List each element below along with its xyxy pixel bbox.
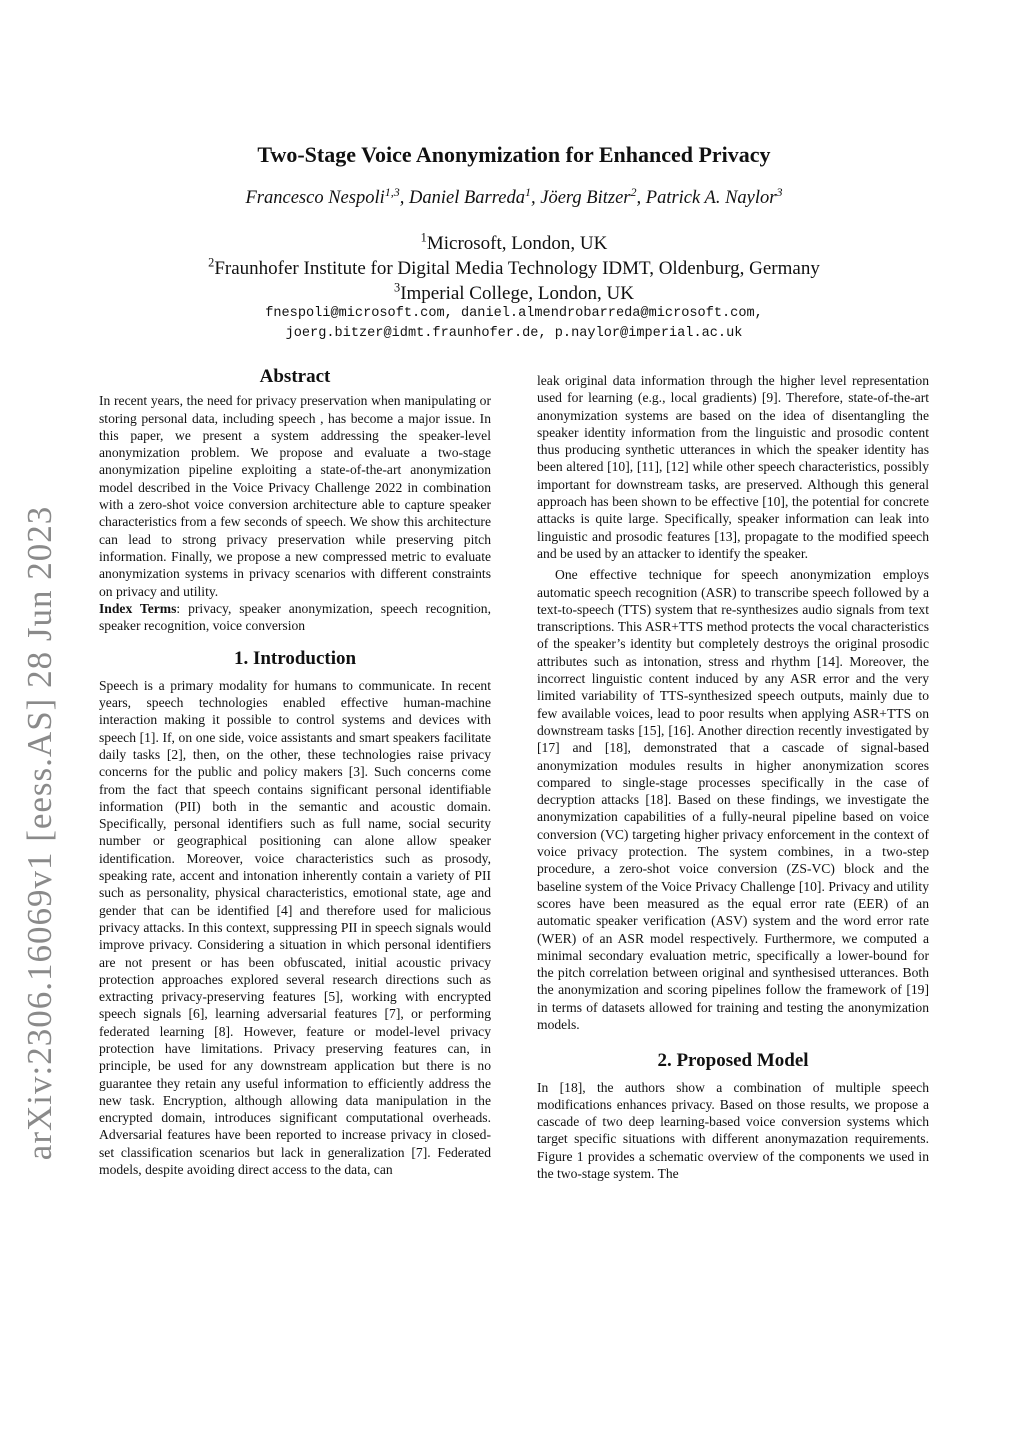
index-terms-label: Index Terms (99, 600, 177, 616)
section-2-heading: 2. Proposed Model (657, 1050, 809, 1072)
arxiv-side-label: arXiv:2306.16069v1 [eess.AS] 28 Jun 2023 (20, 505, 59, 1161)
arxiv-side-label-wrap (12, 448, 62, 1218)
affiliation: $^1$Microsoft, London, UK (420, 230, 608, 254)
author-sup: 2 (630, 184, 637, 199)
author-name: Daniel Barreda (409, 188, 525, 208)
right-paragraph-3: In [18], the authors show a combination of multiple speech modifications enhances privacy. Based on those results, we propose a cascade of two deep learning-based voice conversion systems which target specific situations with different anonymazation requirements. Figure 1 provides a schematic overview of the components we used in the two-stage system. The (537, 1079, 929, 1182)
index-terms (99, 600, 491, 635)
email-line[interactable]: fnespoli@microsoft.com, daniel.almendrobarreda@microsoft.com, (265, 306, 763, 321)
right-paragraph-2: One effective technique for speech anonymization employs automatic speech recognition (ASR) to transcribe speech followed by a text-to-speech (TTS) system that re-synthesizes audio signals from text transcriptions. This ASR+TTS method protects the vocal characteristics of the speaker’s identity but completely destroys the original prosodic attributes such as intonation, stress and rhythm [14]. Moreover, the incorrect linguistic content induced by any ASR error and the very limited variability of TTS-synthesized speech outputs, mainly due to few available voices, lead to poor results when applying ASR+TTS on downstream tasks [15], [16]. Another direction recently investigated by [17] and [18], demonstrated that a cascade of signal-based anonymization modules results in higher anonymization scores compared to single-stage processes specifically in the case of decryption attacks [18]. Based on these findings, we investigate the anonymization capabilities of a fully-neural pipeline based on voice conversion (VC) targeting higher privacy enforcement in the context of voice privacy protection. The system combines, in a two-step procedure, a zero-shot voice conversion (ZS-VC) block and the baseline system of the Voice Privacy Challenge [10]. Privacy and utility scores have been measured as the equal error rate (EER) of an automatic speaker verification (ASV) system and the word error rate (WER) of an ASR model respectively. Furthermore, we computed a minimal secondary evaluation metric, specifically a lower-bound for the pitch correlation between original and synthesised utterances. Both the anonymization and scoring pipelines follow the framework of [19] in terms of datasets allowed for training and testing the anonymization models. (537, 567, 929, 1032)
affiliation: $^2$Fraunhofer Institute for Digital Media Technology IDMT, Oldenburg, Germany (208, 255, 820, 279)
left-column (99, 368, 491, 1178)
right-paragraph-1: leak original data information through the higher level representation used for learning (e.g., local gradients) [9]. Therefore, state-of-the-art anonymization systems are based on the idea of disentangling the speaker identity information from the linguistic and prosodic content thus producing synthetic utterances in which the speaker identity has been altered [10], [11], [12] while other speech characteristics, possibly important for downstream tasks, are preserved. Although this general approach has been shown to be effective [10], the potential for concrete attacks is quite large. Specifically, speaker information can leak into linguistic and prosodic features [13], propagate to the modified speech and be used by an attacker to identify the speaker. (537, 373, 929, 561)
abstract-heading: Abstract (259, 366, 331, 387)
author-list: Francesco Nespoli$^{1,3}$, Daniel Barreda$^1$, Jöerg Bitzer$^2$, Patrick A. Naylor$^3$ (245, 184, 783, 208)
author-name: Patrick A. Naylor (645, 188, 777, 208)
author-emails (100, 304, 928, 344)
abstract-text: In recent years, the need for privacy preservation when manipulating or storing personal data, including speech , has become a major issue. In this paper, we present a system addressing the speaker-level anonymization problem. We propose and evaluate a two-stage anonymization pipeline exploiting a state-of-the-art anonymization model described in the Voice Privacy Challenge 2022 in combination with a zero-shot voice conversion architecture able to capture speaker characteristics from a few seconds of speech. We show this architecture can lead to strong privacy preservation while preserving pitch information. Finally, we propose a new compressed metric to evaluate anonymization systems in privacy scenarios with different constraints on privacy and utility. (99, 393, 491, 599)
index-terms-text: : privacy, speaker anonymization, speech recognition, speaker recognition, voice conversion (99, 600, 491, 634)
affiliation: $^3$Imperial College, London, UK (394, 280, 634, 304)
paper-title: Two-Stage Voice Anonymization for Enhanced Privacy (257, 142, 771, 167)
intro-text: Speech is a primary modality for humans to communicate. In recent years, speech technologies enabled effective human-machine interaction making it possible to control systems and devices with speech [1]. If, on one side, voice assistants and smart speakers facilitate daily tasks [2], then, on the other, these technologies raise privacy concerns for the public and policy makers [3]. Such concerns come from the fact that speech contains significant personal identifiable information (PII) both in the semantic and acoustic domain. Specifically, personal identifiers such as full name, social security number or geographical positioning can alone allow speaker identification. Moreover, voice characteristics such as prosody, speaking rate, accent and intonation inherently contain a variety of PII such as personality, physical characteristics, emotional state, age and gender that can be identified [4] and therefore used for malicious privacy attacks. In this context, suppressing PII in speech signals would improve privacy. Considering a situation in which personal identifiers are not present or has been obfuscated, initial acoustic privacy protection approaches explored several research directions such as extracting privacy-preserving features [5], working with encrypted speech signals [6], learning adversarial features [7], or performing federated learning [8]. However, feature or model-level privacy protection have limitations. Privacy preserving features can, in principle, be used for any downstream application but there is no guarantee they retain any useful information to efficiently address the new task. Encryption, although allowing data manipulation in the encrypted domain, introduces significant computational overheads. Adversarial features have been reported to increase privacy in closed-set classification scenarios but lack in generalization [7]. Federated models, despite avoiding direct access to the data, can (99, 677, 491, 1178)
author-name: Francesco Nespoli (245, 188, 385, 208)
email-line[interactable]: joerg.bitzer@idmt.fraunhofer.de, p.naylor@imperial.ac.uk (285, 326, 743, 341)
affiliations (100, 231, 928, 306)
author-name: Jöerg Bitzer (540, 188, 631, 208)
right-column (537, 372, 929, 1182)
author-sup: 3 (776, 184, 783, 199)
author-sup: 1 (524, 184, 531, 199)
author-sup: 1,3 (384, 184, 400, 199)
intro-heading: 1. Introduction (233, 648, 357, 670)
